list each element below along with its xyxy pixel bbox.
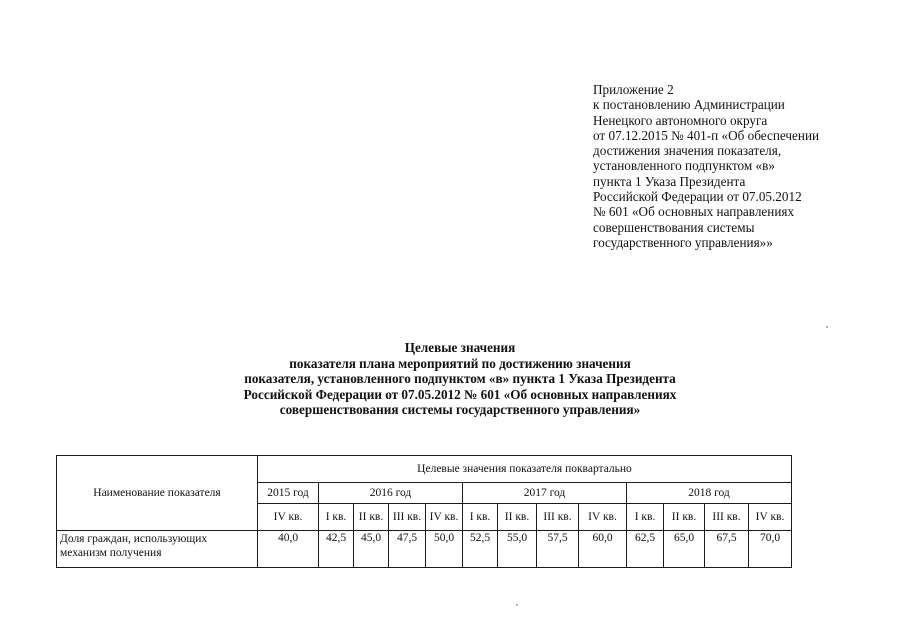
- value-cell: 60,0: [579, 531, 627, 568]
- quarter-header: I кв.: [627, 504, 664, 531]
- year-header: 2017 год: [463, 483, 627, 504]
- quarter-header: II кв.: [354, 504, 389, 531]
- title-line: Целевые значения: [404, 340, 516, 355]
- value-cell: 47,5: [389, 531, 426, 568]
- value-cell: 62,5: [627, 531, 664, 568]
- appendix-line: от 07.12.2015 № 401-п «Об обеспечении: [593, 127, 820, 143]
- quarter-header: I кв.: [463, 504, 498, 531]
- indicator-name-cell: Доля граждан, использующих механизм получения: [57, 531, 258, 568]
- quarter-header: IV кв.: [749, 504, 792, 531]
- value-cell: 57,5: [537, 531, 579, 568]
- scan-speck: [826, 326, 828, 328]
- title-line: совершенствования системы государственного управления»: [279, 402, 641, 417]
- indicator-name-header: Наименование показателя: [57, 456, 258, 531]
- quarter-header: III кв.: [705, 504, 749, 531]
- target-values-table: [56, 455, 792, 568]
- appendix-line: к постановлению Администрации: [593, 97, 785, 113]
- appendix-line: Ненецкого автономного округа: [593, 112, 768, 128]
- appendix-line: Российской Федерации от 07.05.2012: [593, 189, 802, 205]
- title-line: показателя, установленного подпунктом «в» пункта 1 Указа Президента: [244, 371, 676, 386]
- quarter-header: III кв.: [389, 504, 426, 531]
- value-cell: 52,5: [463, 531, 498, 568]
- appendix-line: государственного управления»»: [593, 234, 773, 250]
- quarterly-targets-header: Целевые значения показателя поквартально: [258, 456, 792, 483]
- year-header: 2016 год: [319, 483, 463, 504]
- quarter-header: IV кв.: [579, 504, 627, 531]
- value-cell: 67,5: [705, 531, 749, 568]
- quarter-header: II кв.: [664, 504, 705, 531]
- appendix-line: достижения значения показателя,: [593, 143, 782, 159]
- appendix-line: пункта 1 Указа Президента: [593, 173, 746, 189]
- value-cell: 45,0: [354, 531, 389, 568]
- value-cell: 55,0: [498, 531, 537, 568]
- appendix-line: Приложение 2: [593, 82, 674, 97]
- quarter-header: I кв.: [319, 504, 354, 531]
- value-cell: 70,0: [749, 531, 792, 568]
- value-cell: 42,5: [319, 531, 354, 568]
- appendix-line: установленного подпунктом «в»: [593, 158, 775, 174]
- year-header: 2018 год: [627, 483, 792, 504]
- quarter-header: IV кв.: [258, 504, 319, 531]
- quarter-header: III кв.: [537, 504, 579, 531]
- appendix-line: № 601 «Об основных направлениях: [593, 204, 795, 220]
- year-header: 2015 год: [258, 483, 319, 504]
- document-title: [180, 340, 740, 418]
- quarter-header: II кв.: [498, 504, 537, 531]
- value-cell: 65,0: [664, 531, 705, 568]
- value-cell: 50,0: [426, 531, 463, 568]
- title-line: показателя плана мероприятий по достижению значения: [289, 355, 631, 371]
- value-cell: 40,0: [258, 531, 319, 568]
- table-row: [57, 531, 792, 568]
- title-line: Российской Федерации от 07.05.2012 № 601 «Об основных направлениях: [243, 386, 677, 402]
- quarter-header: IV кв.: [426, 504, 463, 531]
- scan-speck: [516, 604, 518, 606]
- appendix-line: совершенствования системы: [593, 219, 755, 235]
- appendix-block: [593, 82, 893, 250]
